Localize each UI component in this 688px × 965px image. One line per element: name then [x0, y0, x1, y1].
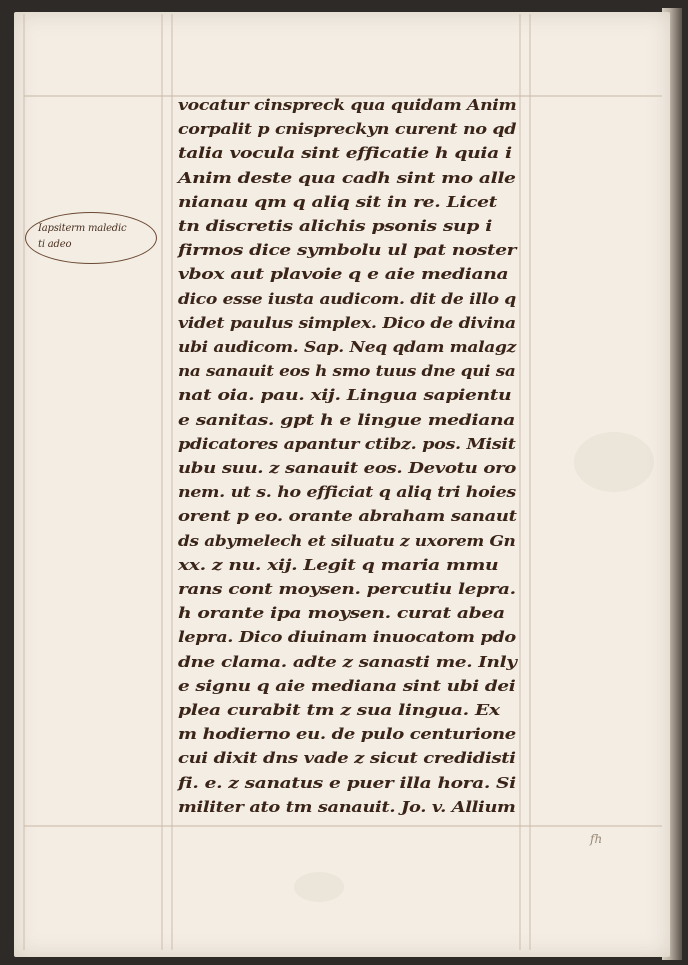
manuscript-line: Anim deste qua cadh sint mo alle — [178, 168, 516, 187]
corner-mark: fh — [590, 832, 603, 846]
manuscript-line: ubi audicom. Sap. Neq qdam malagz — [178, 338, 516, 356]
manuscript-line: nat oia. pau. xij. Lingua sapientu — [178, 386, 512, 405]
margin-gloss — [25, 212, 157, 264]
manuscript-line: talia vocula sint efficatie h quia i — [178, 144, 512, 163]
manuscript-line: plea curabit tm z sua lingua. Ex — [178, 701, 500, 719]
manuscript-line: pdicatores apantur ctibz. pos. Misit — [178, 434, 516, 453]
manuscript-line: ds abymelech et siluatu z uxorem Gn — [178, 531, 516, 550]
manuscript-line: lepra. Dico diuinam inuocatom pdo — [178, 628, 516, 647]
manuscript-line: vbox aut plavoie q e aie mediana — [178, 265, 509, 284]
manuscript-line: videt paulus simplex. Dico de divina — [178, 313, 516, 332]
manuscript-line: h orante ipa moysen. curat abea — [178, 604, 505, 623]
manuscript-line: nianau qm q aliq sit in re. Licet — [178, 192, 497, 211]
manuscript-line: fi. e. z sanatus e puer illa hora. Si — [178, 773, 516, 792]
manuscript-line: cui dixit dns vade z sicut credidisti — [178, 749, 516, 768]
manuscript-line: rans cont moysen. percutiu lepra. — [178, 580, 516, 598]
manuscript-line: corpalit p cnispreckyn curent no qd — [178, 120, 517, 139]
manuscript-line: xx. z nu. xij. Legit q maria mmu — [178, 555, 499, 574]
manuscript-line: militer ato tm sanauit. Jo. v. Allium — [178, 797, 516, 816]
gloss-line: Iapsiterm maledic — [38, 223, 127, 234]
gloss-line: ti adeo — [38, 239, 72, 250]
manuscript-line: nem. ut s. ho efficiat q aliq tri hoies — [178, 483, 516, 502]
manuscript-line: orent p eo. orante abraham sanaut — [178, 507, 517, 526]
manuscript-line: dne clama. adte z sanasti me. Inly — [178, 652, 517, 671]
manuscript-line: m hodierno eu. de pulo centurione — [178, 725, 516, 744]
manuscript-line: dico esse iusta audicom. dit de illo q — [178, 289, 516, 308]
manuscript-line: e signu q aie mediana sint ubi dei — [178, 676, 516, 695]
manuscript-line: firmos dice symbolu ul pat noster — [178, 241, 517, 260]
manuscript-line: na sanauit eos h smo tuus dne qui sa — [178, 362, 516, 381]
manuscript-line: ubu suu. z sanauit eos. Devotu oro — [178, 459, 516, 477]
manuscript-line: vocatur cinspreck qua quidam Anim — [178, 96, 517, 114]
manuscript-line: tn discretis alichis psonis sup i — [178, 217, 492, 235]
manuscript-line: e sanitas. gpt h e lingue mediana — [178, 410, 516, 429]
